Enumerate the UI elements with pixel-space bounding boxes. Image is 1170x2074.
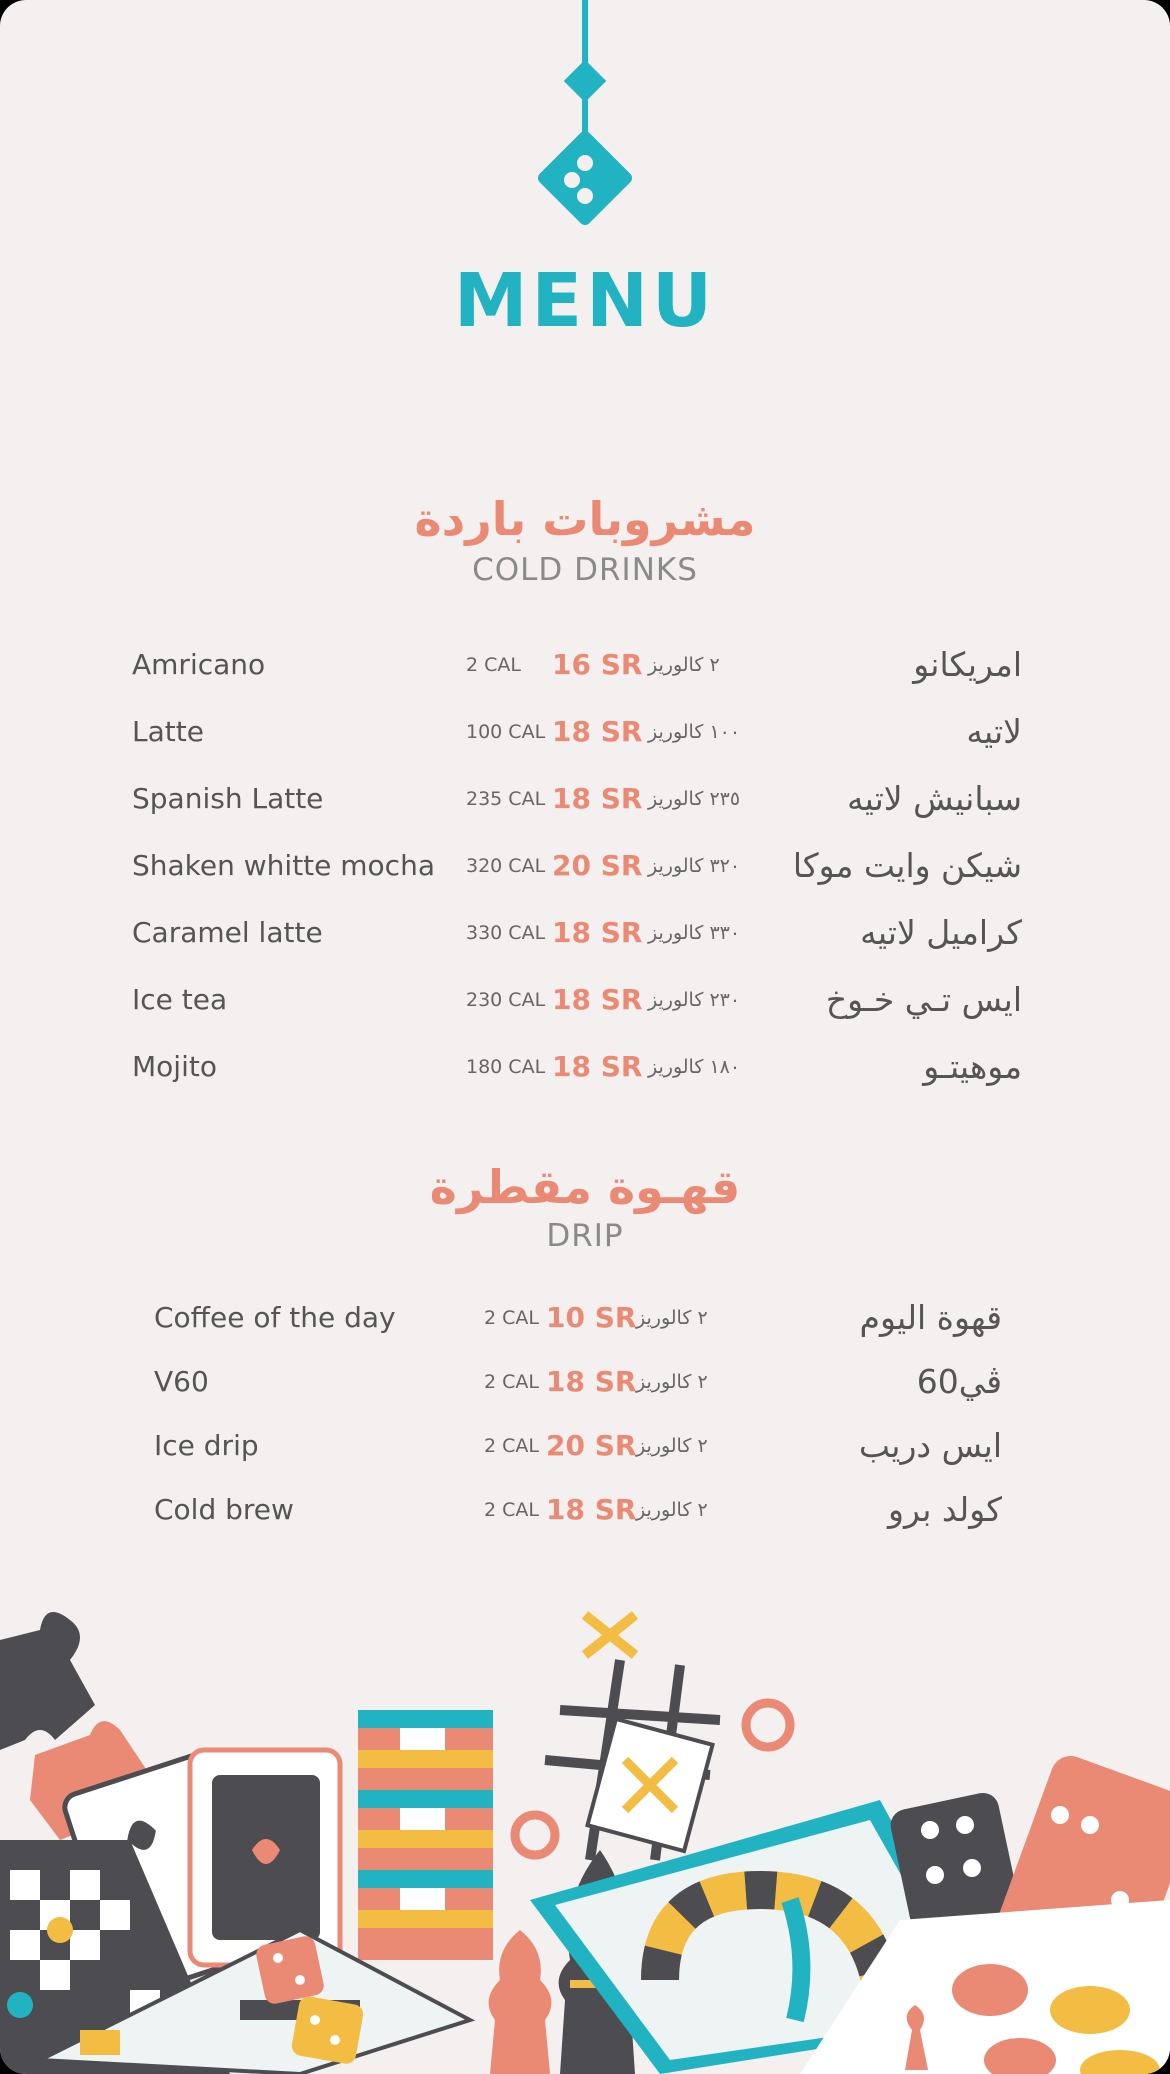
item-calories-en: 180 CAL bbox=[466, 1056, 546, 1078]
item-price: 10 SR bbox=[546, 1301, 637, 1334]
item-price: 18 SR bbox=[552, 715, 643, 748]
item-name-ar: ڤي60 bbox=[916, 1362, 1002, 1401]
item-price: 20 SR bbox=[552, 849, 643, 882]
item-calories-en: 2 CAL bbox=[466, 654, 521, 676]
item-name-ar: ايس دريب bbox=[858, 1426, 1002, 1465]
menu-item-row bbox=[0, 1042, 1170, 1092]
item-price: 20 SR bbox=[546, 1429, 637, 1462]
item-calories-ar: ٢ كالوريز bbox=[636, 1371, 708, 1393]
jenga-tower-icon bbox=[358, 1710, 493, 1960]
item-price: 16 SR bbox=[552, 648, 643, 681]
item-name-en: Amricano bbox=[132, 648, 266, 681]
item-calories-en: 230 CAL bbox=[466, 989, 546, 1011]
menu-item-row bbox=[0, 975, 1170, 1025]
item-name-ar: لاتيه bbox=[966, 712, 1022, 751]
menu-title: MENU bbox=[453, 258, 717, 344]
menu-item-row bbox=[0, 774, 1170, 824]
item-calories-ar: ٢ كالوريز bbox=[636, 1435, 708, 1457]
item-calories-ar: ١٠٠ كالوريز bbox=[648, 721, 741, 743]
section-title-ar: قهـوة مقطرة bbox=[429, 1160, 741, 1214]
item-name-en: Ice drip bbox=[154, 1429, 259, 1462]
item-calories-en: 2 CAL bbox=[484, 1435, 539, 1457]
item-name-en: Cold brew bbox=[154, 1493, 294, 1526]
board-games-illustration bbox=[0, 1600, 1170, 2074]
item-name-ar: امريكانو bbox=[913, 645, 1022, 684]
item-name-ar: موهيتـو bbox=[923, 1047, 1022, 1086]
item-calories-ar: ٣٢٠ كالوريز bbox=[648, 855, 741, 877]
section-title-en: COLD DRINKS bbox=[472, 552, 698, 588]
item-calories-ar: ١٨٠ كالوريز bbox=[648, 1056, 741, 1078]
item-calories-ar: ٢٣٠ كالوريز bbox=[648, 989, 741, 1011]
item-name-en: Ice tea bbox=[132, 983, 228, 1016]
item-calories-en: 2 CAL bbox=[484, 1499, 539, 1521]
item-calories-en: 2 CAL bbox=[484, 1307, 539, 1329]
menu-item-row bbox=[0, 1421, 1170, 1471]
item-calories-ar: ٢ كالوريز bbox=[636, 1307, 708, 1329]
item-name-en: Latte bbox=[132, 715, 204, 748]
item-name-ar: شيكن وايت موكا bbox=[792, 846, 1022, 885]
puzzle-piece-icon bbox=[0, 1612, 95, 1750]
item-name-ar: كولد برو bbox=[888, 1490, 1002, 1529]
menu-item-row bbox=[0, 707, 1170, 757]
menu-item-row bbox=[0, 908, 1170, 958]
item-price: 18 SR bbox=[552, 983, 643, 1016]
menu-item-row bbox=[0, 640, 1170, 690]
item-name-en: Spanish Latte bbox=[132, 782, 324, 815]
item-price: 18 SR bbox=[546, 1365, 637, 1398]
item-calories-en: 320 CAL bbox=[466, 855, 546, 877]
menu-item-row bbox=[0, 1485, 1170, 1535]
item-calories-ar: ٣٣٠ كالوريز bbox=[648, 922, 741, 944]
menu-item-row bbox=[0, 841, 1170, 891]
item-name-ar: سبانيش لاتيه bbox=[846, 779, 1022, 818]
section-title-en: DRIP bbox=[546, 1218, 624, 1254]
item-price: 18 SR bbox=[552, 916, 643, 949]
item-price: 18 SR bbox=[546, 1493, 637, 1526]
item-calories-ar: ٢ كالوريز bbox=[648, 654, 720, 676]
item-calories-en: 330 CAL bbox=[466, 922, 546, 944]
item-calories-ar: ٢ كالوريز bbox=[636, 1499, 708, 1521]
item-name-en: Mojito bbox=[132, 1050, 217, 1083]
item-name-ar: كراميل لاتيه bbox=[860, 913, 1022, 952]
item-name-en: Coffee of the day bbox=[154, 1301, 396, 1334]
menu-item-row bbox=[0, 1357, 1170, 1407]
item-name-ar: قهوة اليوم bbox=[859, 1298, 1002, 1337]
item-name-en: Caramel latte bbox=[132, 916, 323, 949]
item-calories-en: 2 CAL bbox=[484, 1371, 539, 1393]
tic-tac-toe-icon bbox=[515, 1615, 790, 1860]
item-calories-en: 100 CAL bbox=[466, 721, 546, 743]
item-name-ar: ايس تـي خـوخ bbox=[825, 980, 1022, 1019]
item-calories-en: 235 CAL bbox=[466, 788, 546, 810]
item-price: 18 SR bbox=[552, 1050, 643, 1083]
section-title-ar: مشروبات باردة bbox=[414, 492, 756, 546]
item-name-en: V60 bbox=[154, 1365, 209, 1398]
dice-pendant-icon bbox=[525, 0, 645, 250]
item-calories-ar: ٢٣٥ كالوريز bbox=[648, 788, 741, 810]
item-name-en: Shaken whitte mocha bbox=[132, 849, 435, 882]
item-price: 18 SR bbox=[552, 782, 643, 815]
menu-item-row bbox=[0, 1293, 1170, 1343]
